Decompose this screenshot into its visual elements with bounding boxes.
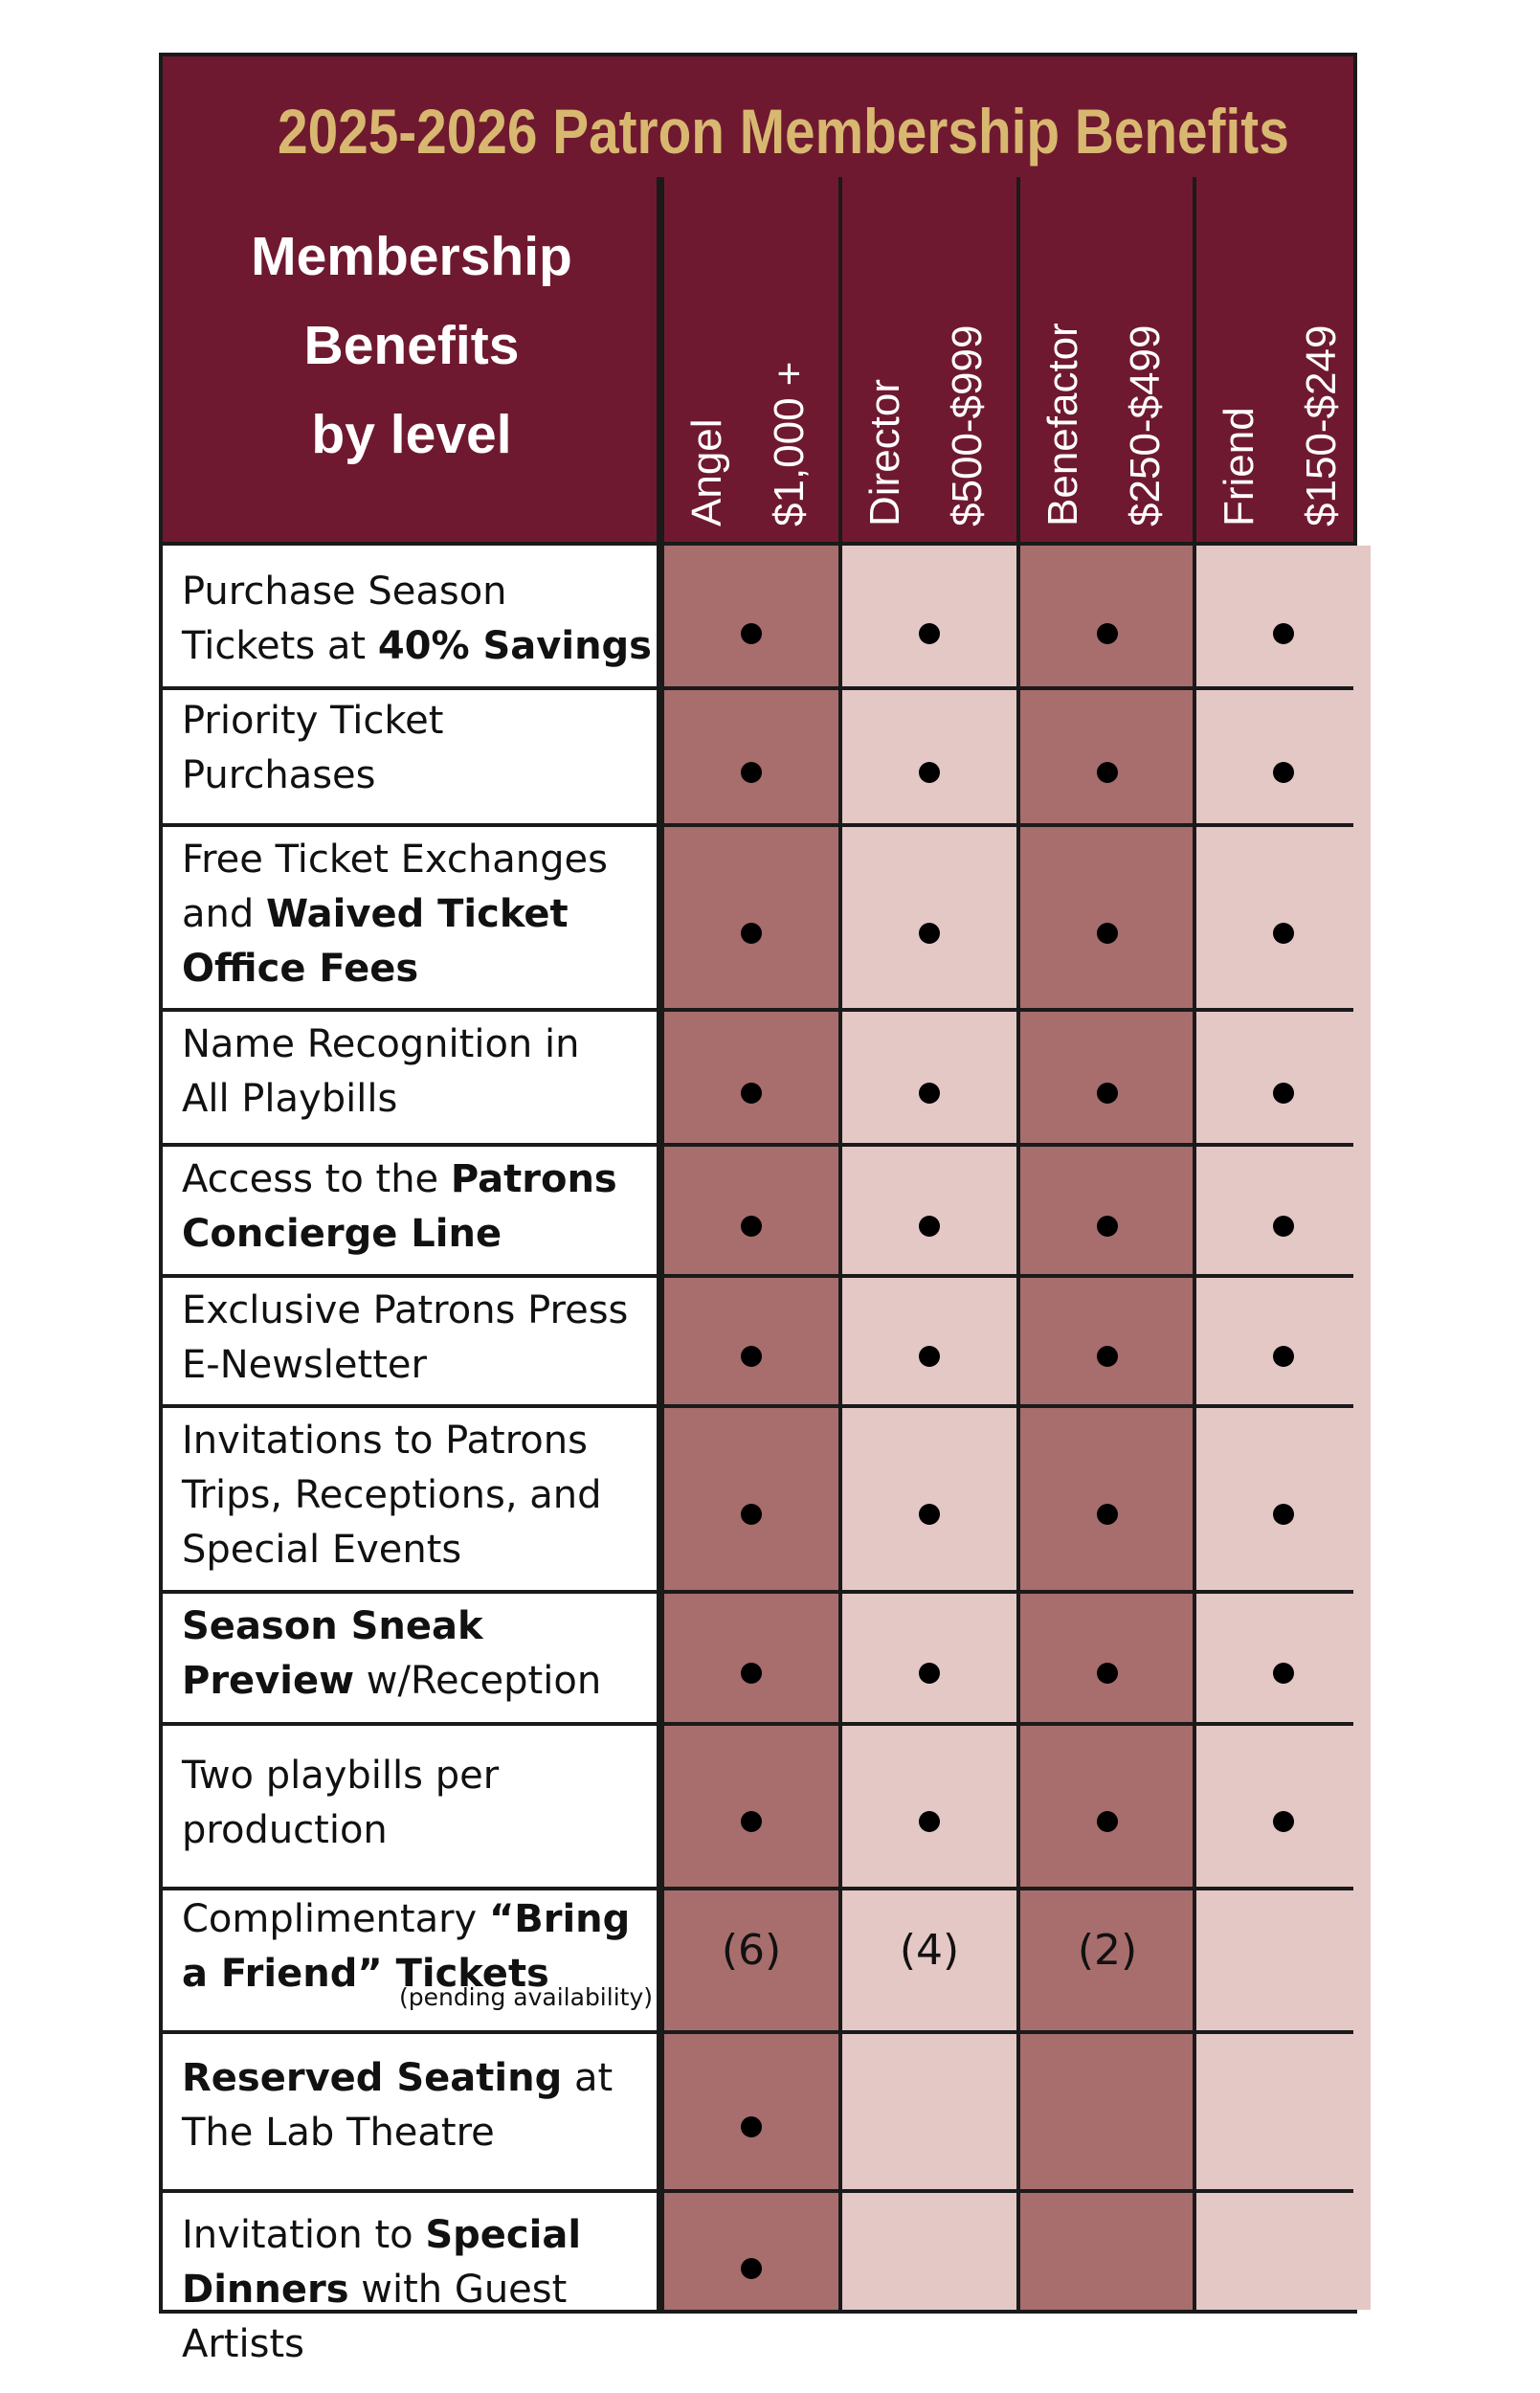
level-column-angel: [660, 546, 838, 2310]
benefit-included-dot: [1097, 923, 1118, 944]
row-divider: [163, 1590, 1353, 1594]
benefit-text: Concierge Line: [182, 1212, 502, 1256]
benefit-text: 40% Savings: [377, 624, 652, 668]
benefit-cell: [1020, 745, 1194, 794]
benefit-cell: [1020, 1198, 1194, 1247]
benefit-cell: [842, 606, 1016, 655]
header-line-3: by level: [311, 404, 512, 465]
benefit-cell: [664, 1065, 838, 1114]
level-name: Friend: [1216, 407, 1262, 526]
benefit-included-dot: [1097, 1083, 1118, 1104]
benefit-text: Two playbills per: [182, 1754, 500, 1798]
level-price: $1,000 +: [766, 361, 813, 526]
benefit-text: Tickets at: [182, 624, 378, 668]
benefit-count: (2): [1077, 1926, 1138, 1975]
benefit-cell: [1196, 1329, 1371, 1377]
benefit-text: production: [182, 1808, 388, 1852]
row-divider: [163, 1887, 1353, 1890]
benefit-text: Purchase Season: [182, 570, 507, 614]
benefit-included-dot: [919, 1083, 940, 1104]
benefit-text: “Bring: [488, 1897, 631, 1941]
benefit-included-dot: [919, 762, 940, 783]
benefit-text: at: [562, 2056, 614, 2100]
level-header-benefactor: [1020, 177, 1194, 546]
benefit-cell: [1196, 1645, 1371, 1694]
benefits-table: [159, 53, 1357, 2366]
benefit-cell: [664, 1645, 838, 1694]
benefit-label: [182, 565, 660, 674]
benefit-cell: [664, 1329, 838, 1377]
benefit-included-dot: [741, 1811, 762, 1832]
benefit-included-dot: [741, 1216, 762, 1237]
level-header-angel: [664, 177, 838, 546]
benefit-text: Reserved Seating: [182, 2056, 563, 2100]
level-name: Angel: [683, 418, 730, 526]
benefit-text: The Lab Theatre: [182, 2111, 495, 2155]
benefit-included-dot: [1273, 1663, 1294, 1684]
benefit-cell: [842, 1198, 1016, 1247]
benefit-count: (6): [721, 1926, 782, 1975]
benefit-cell: [1020, 606, 1194, 655]
benefit-included-dot: [1273, 1811, 1294, 1832]
row-divider: [163, 1404, 1353, 1408]
benefit-cell: [1196, 1065, 1371, 1114]
benefit-text: Access to the: [182, 1157, 451, 1201]
benefit-text: w/Reception: [354, 1659, 602, 1703]
level-name: Director: [861, 378, 908, 526]
benefit-cell: [664, 1487, 838, 1535]
level-column-director: [838, 546, 1016, 2310]
benefit-included-dot: [741, 1083, 762, 1104]
level-column-friend: [1193, 546, 1371, 2310]
benefit-cell: [664, 1794, 838, 1843]
benefit-label: [182, 2051, 660, 2160]
row-divider: [163, 2030, 1353, 2034]
benefit-included-dot: [1273, 1504, 1294, 1525]
row-divider: [163, 686, 1353, 690]
benefit-cell: [1020, 1065, 1194, 1114]
benefit-text: Special: [425, 2213, 582, 2257]
benefit-included-dot: [1097, 1663, 1118, 1684]
benefit-note: (pending availability): [398, 1983, 653, 2011]
benefit-cell: [1020, 1487, 1194, 1535]
benefit-cell: [1196, 906, 1371, 954]
benefit-text: Waived Ticket: [265, 892, 569, 936]
header-line-2: Benefits: [303, 315, 520, 376]
benefit-cell: [664, 2099, 838, 2148]
level-price: $150-$249: [1298, 324, 1345, 526]
header-label: [163, 177, 660, 541]
benefit-label: [182, 1599, 660, 1709]
benefit-included-dot: [1097, 1216, 1118, 1237]
benefit-text: and: [182, 892, 266, 936]
benefit-count: (4): [899, 1926, 960, 1975]
row-divider: [163, 2189, 1353, 2193]
benefit-cell: [664, 1198, 838, 1247]
benefit-text: Invitations to Patrons: [182, 1419, 588, 1463]
benefit-text: Free Ticket Exchanges: [182, 838, 608, 882]
benefit-text: with Guest: [348, 2268, 568, 2312]
row-divider: [163, 1143, 1353, 1147]
benefit-included-dot: [919, 1216, 940, 1237]
benefit-text: Purchases: [182, 753, 376, 797]
header-line-1: Membership: [251, 226, 572, 287]
benefit-cell: [842, 1487, 1016, 1535]
benefit-text: Exclusive Patrons Press: [182, 1288, 629, 1332]
benefit-label: [182, 833, 660, 996]
benefit-included-dot: [741, 1504, 762, 1525]
benefit-label: [182, 1414, 660, 1577]
benefit-text: All Playbills: [182, 1077, 398, 1121]
benefit-cell: [1020, 906, 1194, 954]
benefit-cell: [842, 745, 1016, 794]
benefit-included-dot: [741, 623, 762, 644]
benefit-included-dot: [741, 2258, 762, 2279]
benefit-text: Special Events: [182, 1528, 462, 1572]
benefit-included-dot: [741, 762, 762, 783]
benefit-included-dot: [1097, 623, 1118, 644]
benefit-included-dot: [1273, 623, 1294, 644]
benefit-text: E-Newsletter: [182, 1343, 427, 1387]
benefit-text: Complimentary: [182, 1897, 489, 1941]
benefit-text: Trips, Receptions, and: [182, 1473, 602, 1517]
benefit-included-dot: [919, 923, 940, 944]
benefit-included-dot: [1273, 1346, 1294, 1367]
benefit-cell: [1020, 1645, 1194, 1694]
benefit-label: [182, 1152, 660, 1262]
benefit-label: [182, 1749, 660, 1858]
benefit-cell: [842, 1794, 1016, 1843]
benefit-cell: [664, 745, 838, 794]
benefit-included-dot: [741, 923, 762, 944]
benefit-cell: [1196, 745, 1371, 794]
row-divider: [163, 1008, 1353, 1012]
benefit-text: Name Recognition in: [182, 1022, 580, 1066]
benefit-included-dot: [741, 2116, 762, 2137]
benefit-included-dot: [1097, 1346, 1118, 1367]
benefit-cell: [664, 606, 838, 655]
page-title: 2025-2026 Patron Membership Benefits: [278, 96, 1289, 167]
benefit-included-dot: [919, 1346, 940, 1367]
benefit-included-dot: [1273, 1216, 1294, 1237]
benefit-label: [182, 1284, 660, 1393]
benefit-text: Office Fees: [182, 947, 419, 991]
level-name: Benefactor: [1039, 323, 1086, 526]
benefit-label: [182, 1018, 660, 1127]
benefit-included-dot: [1273, 923, 1294, 944]
level-header-friend: [1196, 177, 1371, 546]
level-header-director: [842, 177, 1016, 546]
benefit-text: Preview: [182, 1659, 355, 1703]
level-price: $500-$999: [944, 324, 991, 526]
benefit-included-dot: [1273, 1083, 1294, 1104]
level-price: $250-$499: [1122, 324, 1169, 526]
benefit-label: [182, 694, 660, 803]
benefit-included-dot: [741, 1346, 762, 1367]
benefit-text: a Friend” Tickets: [182, 1952, 549, 1996]
benefit-label: [182, 1892, 660, 2017]
row-divider: [163, 1274, 1353, 1278]
benefit-included-dot: [919, 623, 940, 644]
level-column-benefactor: [1016, 546, 1194, 2310]
benefit-cell: [842, 1329, 1016, 1377]
benefit-cell: [842, 906, 1016, 954]
benefit-text: Season Sneak: [182, 1604, 483, 1648]
benefit-included-dot: [919, 1504, 940, 1525]
benefit-text: Patrons: [450, 1157, 617, 1201]
benefit-included-dot: [1097, 1811, 1118, 1832]
benefit-text: Dinners: [182, 2268, 349, 2312]
benefit-included-dot: [919, 1663, 940, 1684]
benefit-cell: [1196, 606, 1371, 655]
benefit-cell: [1196, 1794, 1371, 1843]
benefit-included-dot: [741, 1663, 762, 1684]
benefit-cell: [664, 2241, 838, 2290]
benefit-label: [182, 2208, 660, 2372]
benefit-cell: [1196, 1198, 1371, 1247]
benefit-text: Priority Ticket: [182, 699, 444, 743]
title-bar: [163, 56, 1353, 181]
benefit-included-dot: [1097, 1504, 1118, 1525]
benefit-text: Artists: [182, 2322, 304, 2366]
benefit-included-dot: [919, 1811, 940, 1832]
benefit-cell: [842, 1065, 1016, 1114]
benefit-cell: [1196, 1487, 1371, 1535]
benefit-included-dot: [1097, 762, 1118, 783]
benefit-included-dot: [1273, 762, 1294, 783]
benefit-cell: [842, 1645, 1016, 1694]
benefit-cell: [1020, 1794, 1194, 1843]
benefit-cell: [664, 906, 838, 954]
row-divider: [163, 823, 1353, 827]
benefit-cell: [1020, 1329, 1194, 1377]
row-divider: [163, 1722, 1353, 1726]
benefit-text: Invitation to: [182, 2213, 426, 2257]
